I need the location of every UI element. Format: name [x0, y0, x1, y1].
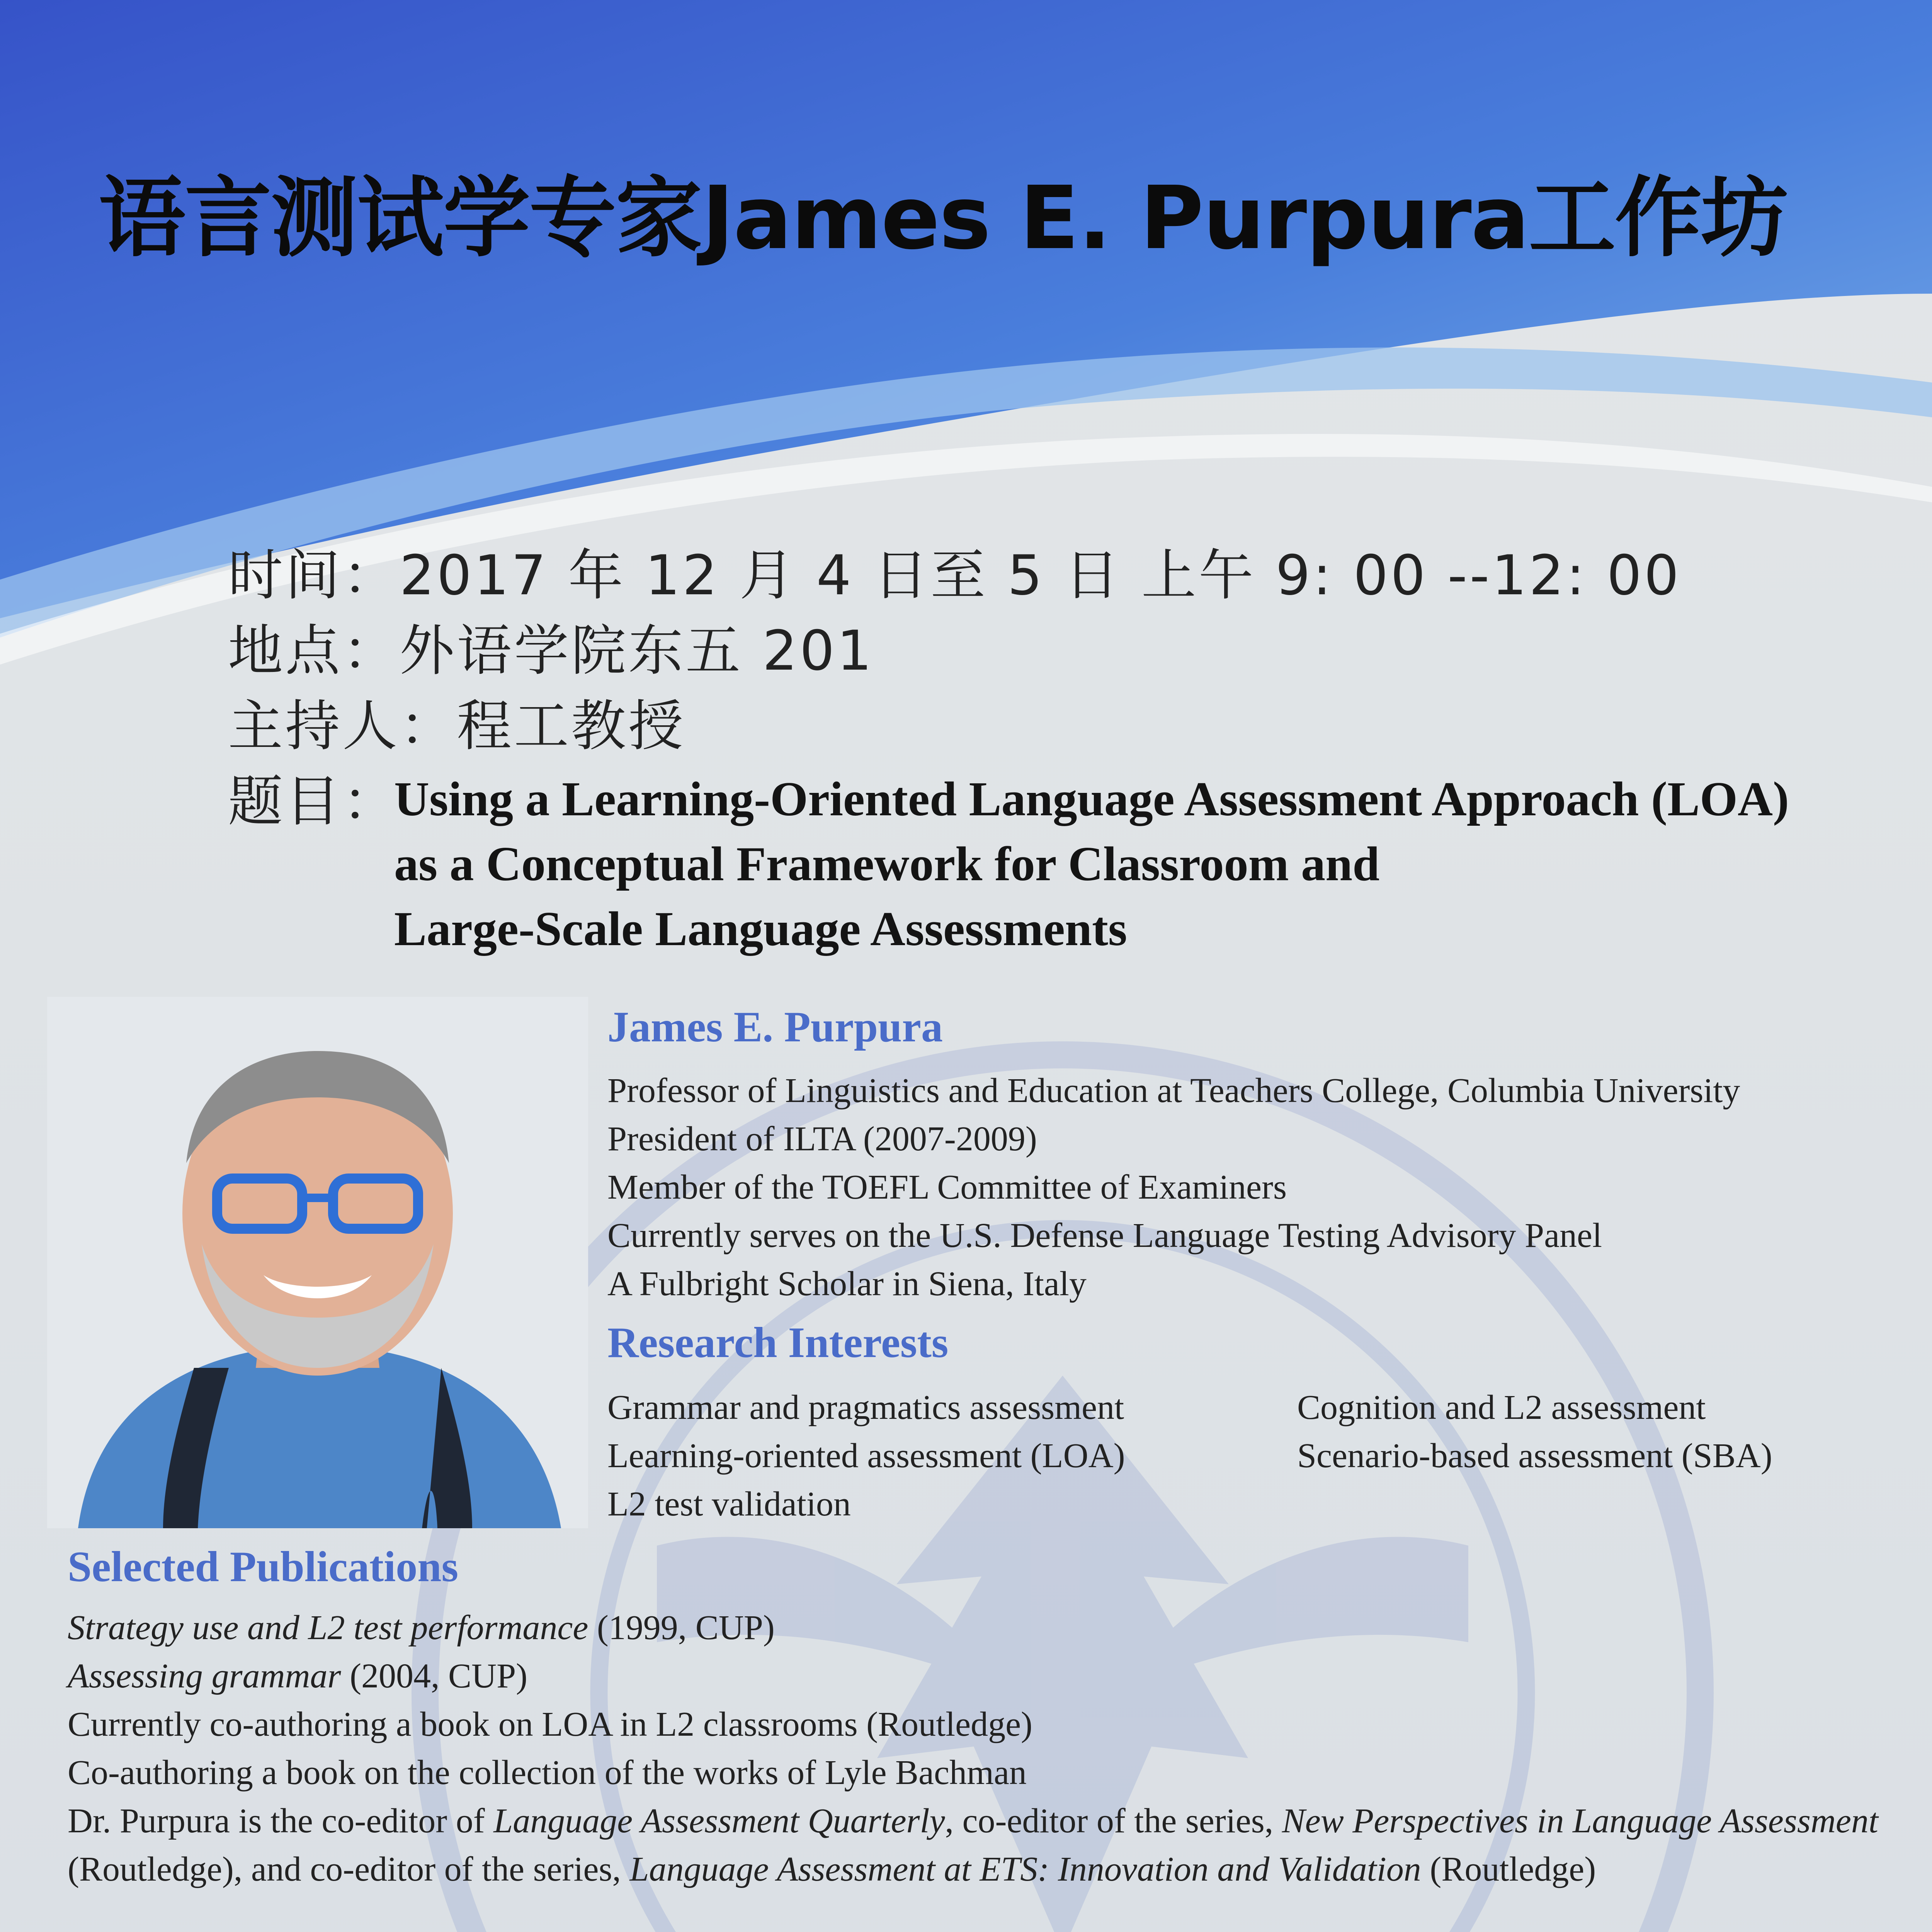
topic-title — [394, 767, 1920, 962]
bio-line: Professor of Linguistics and Education at Teachers College, Columbia University — [607, 1071, 1740, 1110]
topic-label: 题目： — [228, 770, 400, 833]
research-interests-list — [607, 1383, 1921, 1528]
bio-line: Member of the TOEFL Committee of Examiners — [607, 1168, 1287, 1206]
speaker-photo — [47, 997, 588, 1528]
publication-item — [68, 1652, 1884, 1700]
research-item: Scenario-based assessment (SBA) — [1297, 1437, 1772, 1475]
speaker-bio — [607, 1066, 1921, 1308]
publication-detail: (2004, CUP) — [341, 1657, 528, 1695]
publication-item — [68, 1604, 1884, 1652]
research-item: Learning-oriented assessment (LOA) — [607, 1437, 1125, 1475]
publication-title: Language Assessment at ETS: Innovation and Validation — [629, 1850, 1421, 1888]
publications-list — [68, 1604, 1884, 1893]
bio-line: Currently serves on the U.S. Defense Language Testing Advisory Panel — [607, 1216, 1602, 1255]
publication-item — [68, 1797, 1884, 1893]
topic-line: Using a Learning-Oriented Language Assessment Approach (LOA) — [394, 772, 1789, 826]
poster-title: 语言测试学专家James E. Purpura工作坊 — [99, 168, 1787, 269]
publication-text: (Routledge), and co-editor of the series, — [68, 1850, 630, 1888]
research-item: Cognition and L2 assessment — [1297, 1388, 1706, 1427]
publications-heading: Selected Publications — [68, 1543, 459, 1591]
event-location: 地点：外语学院东五 201 — [228, 619, 874, 683]
publication-item: Currently co-authoring a book on LOA in L2 classrooms (Routledge) — [68, 1705, 1033, 1743]
publication-detail: (1999, CUP) — [588, 1609, 775, 1647]
bio-line: President of ILTA (2007-2009) — [607, 1120, 1037, 1158]
publication-text: , co-editor of the series, — [945, 1802, 1282, 1840]
publication-title: Language Assessment Quarterly — [493, 1802, 945, 1840]
publication-title: Assessing grammar — [68, 1657, 341, 1695]
publication-item: Co-authoring a book on the collection of the works of Lyle Bachman — [68, 1753, 1027, 1792]
publication-text: Dr. Purpura is the co-editor of — [68, 1802, 494, 1840]
publication-title: New Perspectives in Language Assessment — [1282, 1802, 1878, 1840]
research-item: Grammar and pragmatics assessment — [607, 1388, 1124, 1427]
bio-line: A Fulbright Scholar in Siena, Italy — [607, 1265, 1087, 1303]
publication-text: (Routledge) — [1421, 1850, 1596, 1888]
research-interests-heading: Research Interests — [607, 1319, 949, 1367]
topic-line: as a Conceptual Framework for Classroom and — [394, 837, 1380, 891]
topic-line: Large-Scale Language Assessments — [394, 902, 1127, 956]
publication-title: Strategy use and L2 test performance — [68, 1609, 588, 1647]
speaker-name: James E. Purpura — [607, 1003, 943, 1051]
research-item: L2 test validation — [607, 1485, 851, 1523]
event-time: 时间：2017 年 12 月 4 日至 5 日 上午 9: 00 --12: 00 — [228, 544, 1681, 607]
event-host: 主持人：程工教授 — [228, 694, 685, 758]
